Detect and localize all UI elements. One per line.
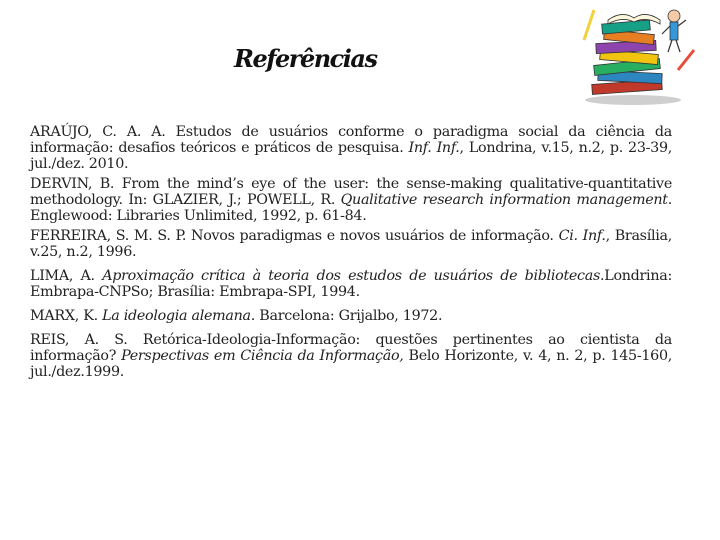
page-title: Referências — [234, 44, 377, 73]
reference-text: LIMA, A. — [30, 268, 103, 284]
reference-dervin — [30, 176, 672, 224]
reference-lima — [30, 268, 672, 300]
reference-text: Belo Horizonte, v. 4, n. 2, p. 145-160, jul./dez.1999. — [30, 348, 672, 380]
reference-text: MARX, K. — [30, 308, 103, 324]
reference-text: ARAÚJO, C. A. A. Estudos de usuários conforme o paradigma social da ciência da informação: desafios teóricos e práticos de pesquisa. — [30, 124, 672, 156]
reference-marx — [30, 308, 672, 324]
reference-text: Aproximação crítica à teoria dos estudos de usuários de bibliotecas. — [102, 268, 605, 284]
books-stack-illustration — [578, 0, 698, 108]
reference-text: Qualitative research information management — [340, 192, 668, 208]
reference-araujo — [30, 124, 672, 172]
reference-text: REIS, A. S. Retórica-Ideologia-Informação: questões pertinentes ao cientista da informação? — [30, 332, 672, 364]
reference-reis — [30, 332, 672, 380]
reference-text: La ideologia alemana — [102, 308, 251, 324]
reference-ferreira — [30, 228, 672, 260]
reference-text: Ci. Inf. — [558, 228, 606, 244]
reference-text: , Brasília, v.25, n.2, 1996. — [30, 228, 672, 260]
reference-text: Perspectivas em Ciência da Informação, — [121, 348, 404, 364]
reference-text: Londrina: Embrapa-CNPSo; Brasília: Embrapa-SPI, 1994. — [30, 268, 672, 300]
reference-text: . Englewood: Libraries Unlimited, 1992, p. 61-84. — [30, 192, 672, 224]
reference-text: DERVIN, B. From the mind’s eye of the user: the sense-making qualitative-quantitative methodology. In: GLAZIER, J.; POWELL, R. — [30, 176, 672, 208]
reference-text: Inf. Inf. — [408, 140, 460, 156]
reference-text: FERREIRA, S. M. S. P. Novos paradigmas e novos usuários de informação. — [30, 228, 559, 244]
reference-text: , Londrina, v.15, n.2, p. 23-39, jul./dez. 2010. — [30, 140, 672, 172]
reference-text: . Barcelona: Grijalbo, 1972. — [250, 308, 443, 324]
references-list — [30, 124, 672, 384]
